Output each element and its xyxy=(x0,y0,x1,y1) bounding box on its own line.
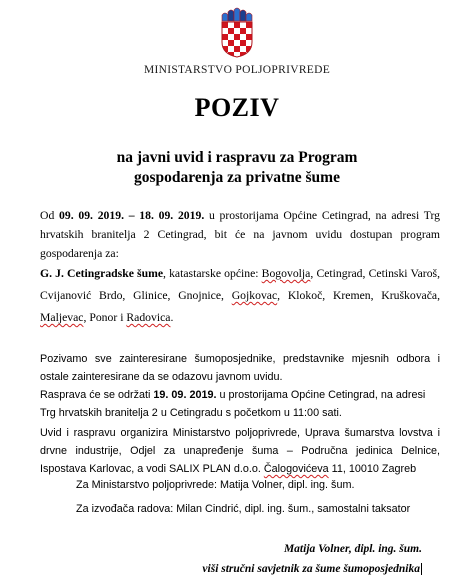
municipality-name: Kruškovača xyxy=(381,289,438,302)
crest-square xyxy=(228,22,234,28)
municipality-separator: , xyxy=(362,267,369,280)
crest-square xyxy=(234,46,240,52)
crest-square xyxy=(234,28,240,34)
crest-square xyxy=(234,22,240,28)
crest-square xyxy=(222,34,228,40)
inspection-text: u prostorijama Općine Cetingrad, na adresi Trg hrvatskih branitelja 2 Cetingrad, bit će na javnom uvidu dostupan program gospodarenja za: xyxy=(40,209,440,260)
crest-square xyxy=(246,22,252,28)
subtitle-line: na javni uvid i raspravu za Program xyxy=(116,149,358,166)
hearing-paragraph xyxy=(40,386,440,422)
municipality-separator: , xyxy=(310,267,317,280)
municipality-name: Radovica xyxy=(126,311,171,324)
municipality-separator: , xyxy=(83,311,90,324)
municipality-separator: , xyxy=(122,289,134,302)
crown-segment xyxy=(240,10,246,21)
municipalities-paragraph xyxy=(40,263,440,329)
signature-role: viši stručni savjetnik za šume šumoposjednika xyxy=(202,563,420,575)
crest-square xyxy=(240,22,246,28)
crest-square xyxy=(240,46,246,52)
crest-square xyxy=(228,40,234,46)
crown-segment xyxy=(228,10,234,21)
crest-square xyxy=(240,28,246,34)
crest-square xyxy=(240,40,246,46)
crest-square xyxy=(228,28,234,34)
municipality-name: Klokoč xyxy=(287,289,323,302)
municipality-separator: i xyxy=(117,311,127,324)
municipality-name: Kremen xyxy=(332,289,371,302)
crest-square xyxy=(222,28,228,34)
municipality-separator: , xyxy=(221,289,232,302)
organizer-paragraph xyxy=(40,424,440,478)
inspection-paragraph xyxy=(40,206,440,263)
organizer-text: Uvid i raspravu organizira Ministarstvo poljoprivrede, Uprava šumarstva lovstva i drvne industrije, Odjel za unapređenje šuma – Područna jedinica Delnice, Ispostava Karlovac, a vodi SALIX PLAN d.o.o. xyxy=(40,427,440,475)
municipality-name: Cetingrad xyxy=(316,267,363,280)
crest-square xyxy=(246,40,252,46)
municipality-name: Gnojnice xyxy=(178,289,222,302)
municipalities-label: , katastarske općine: xyxy=(163,267,262,280)
municipality-name: Glinice xyxy=(133,289,168,302)
notice-title: POZIV xyxy=(194,93,280,122)
inspection-date-range: 09. 09. 2019. – 18. 09. 2019. xyxy=(59,209,205,222)
organizer-street: Čalogovićeva xyxy=(263,463,329,475)
hearing-text: u prostorijama Općine Cetingrad, na adresi Trg hrvatskih branitelja 2 u Cetingradu s početkom u 11:00 sati. xyxy=(40,389,426,419)
signature-name: Matija Volner, dipl. ing. šum. xyxy=(283,543,422,555)
municipality-name: Cvijanović Brdo xyxy=(40,289,123,302)
crest-square xyxy=(246,34,252,40)
municipality-separator: , xyxy=(277,289,288,302)
crown-segment xyxy=(246,13,252,21)
municipality-separator: , xyxy=(437,267,441,280)
crest-square xyxy=(240,34,246,40)
crest-square xyxy=(246,28,252,34)
municipality-name: Cetinski Varoš xyxy=(368,267,438,280)
municipality-separator: , xyxy=(370,289,382,302)
crown-segment xyxy=(222,13,228,21)
subtitle-line: gospodarenja za privatne šume xyxy=(134,169,340,186)
municipality-separator: , xyxy=(437,289,441,302)
contractor-contact: Za izvođača radova: Milan Cindrić, dipl. ing. šum., samostalni taksator xyxy=(76,503,411,515)
notice-subtitle xyxy=(0,148,474,188)
organizer-suffix: 11, 10010 Zagreb xyxy=(328,463,417,475)
management-unit-name: G. J. Cetingradske šume xyxy=(40,267,164,280)
crown-segment xyxy=(234,8,240,21)
crest-square xyxy=(234,40,240,46)
municipality-name: Maljevac xyxy=(40,311,84,324)
crest-square xyxy=(228,46,234,52)
crest-square xyxy=(222,22,228,28)
crest-square xyxy=(228,34,234,40)
crest-square xyxy=(222,40,228,46)
municipality-separator: , xyxy=(322,289,333,302)
inspection-prefix: Od xyxy=(40,209,60,222)
municipality-name: Gojkovac xyxy=(231,289,278,302)
ministry-name: MINISTARSTVO POLJOPRIVREDE xyxy=(143,64,331,76)
municipality-name: Ponor xyxy=(89,311,118,324)
hearing-prefix: Rasprava će se održati xyxy=(40,389,154,401)
municipality-name: Bogovolja xyxy=(261,267,311,280)
crest-square xyxy=(234,34,240,40)
municipality-separator: . xyxy=(170,311,174,324)
invitation-paragraph: Pozivamo sve zainteresirane šumoposjednike, predstavnike mjesnih odbora i ostale zainteresirane da se odazovu javnom uvidu. xyxy=(40,353,440,383)
ministry-contact: Za Ministarstvo poljoprivrede: Matija Volner, dipl. ing. šum. xyxy=(76,479,355,491)
municipality-separator: , xyxy=(167,289,179,302)
croatian-coat-of-arms-icon xyxy=(221,6,253,58)
hearing-date: 19. 09. 2019. xyxy=(153,389,217,401)
